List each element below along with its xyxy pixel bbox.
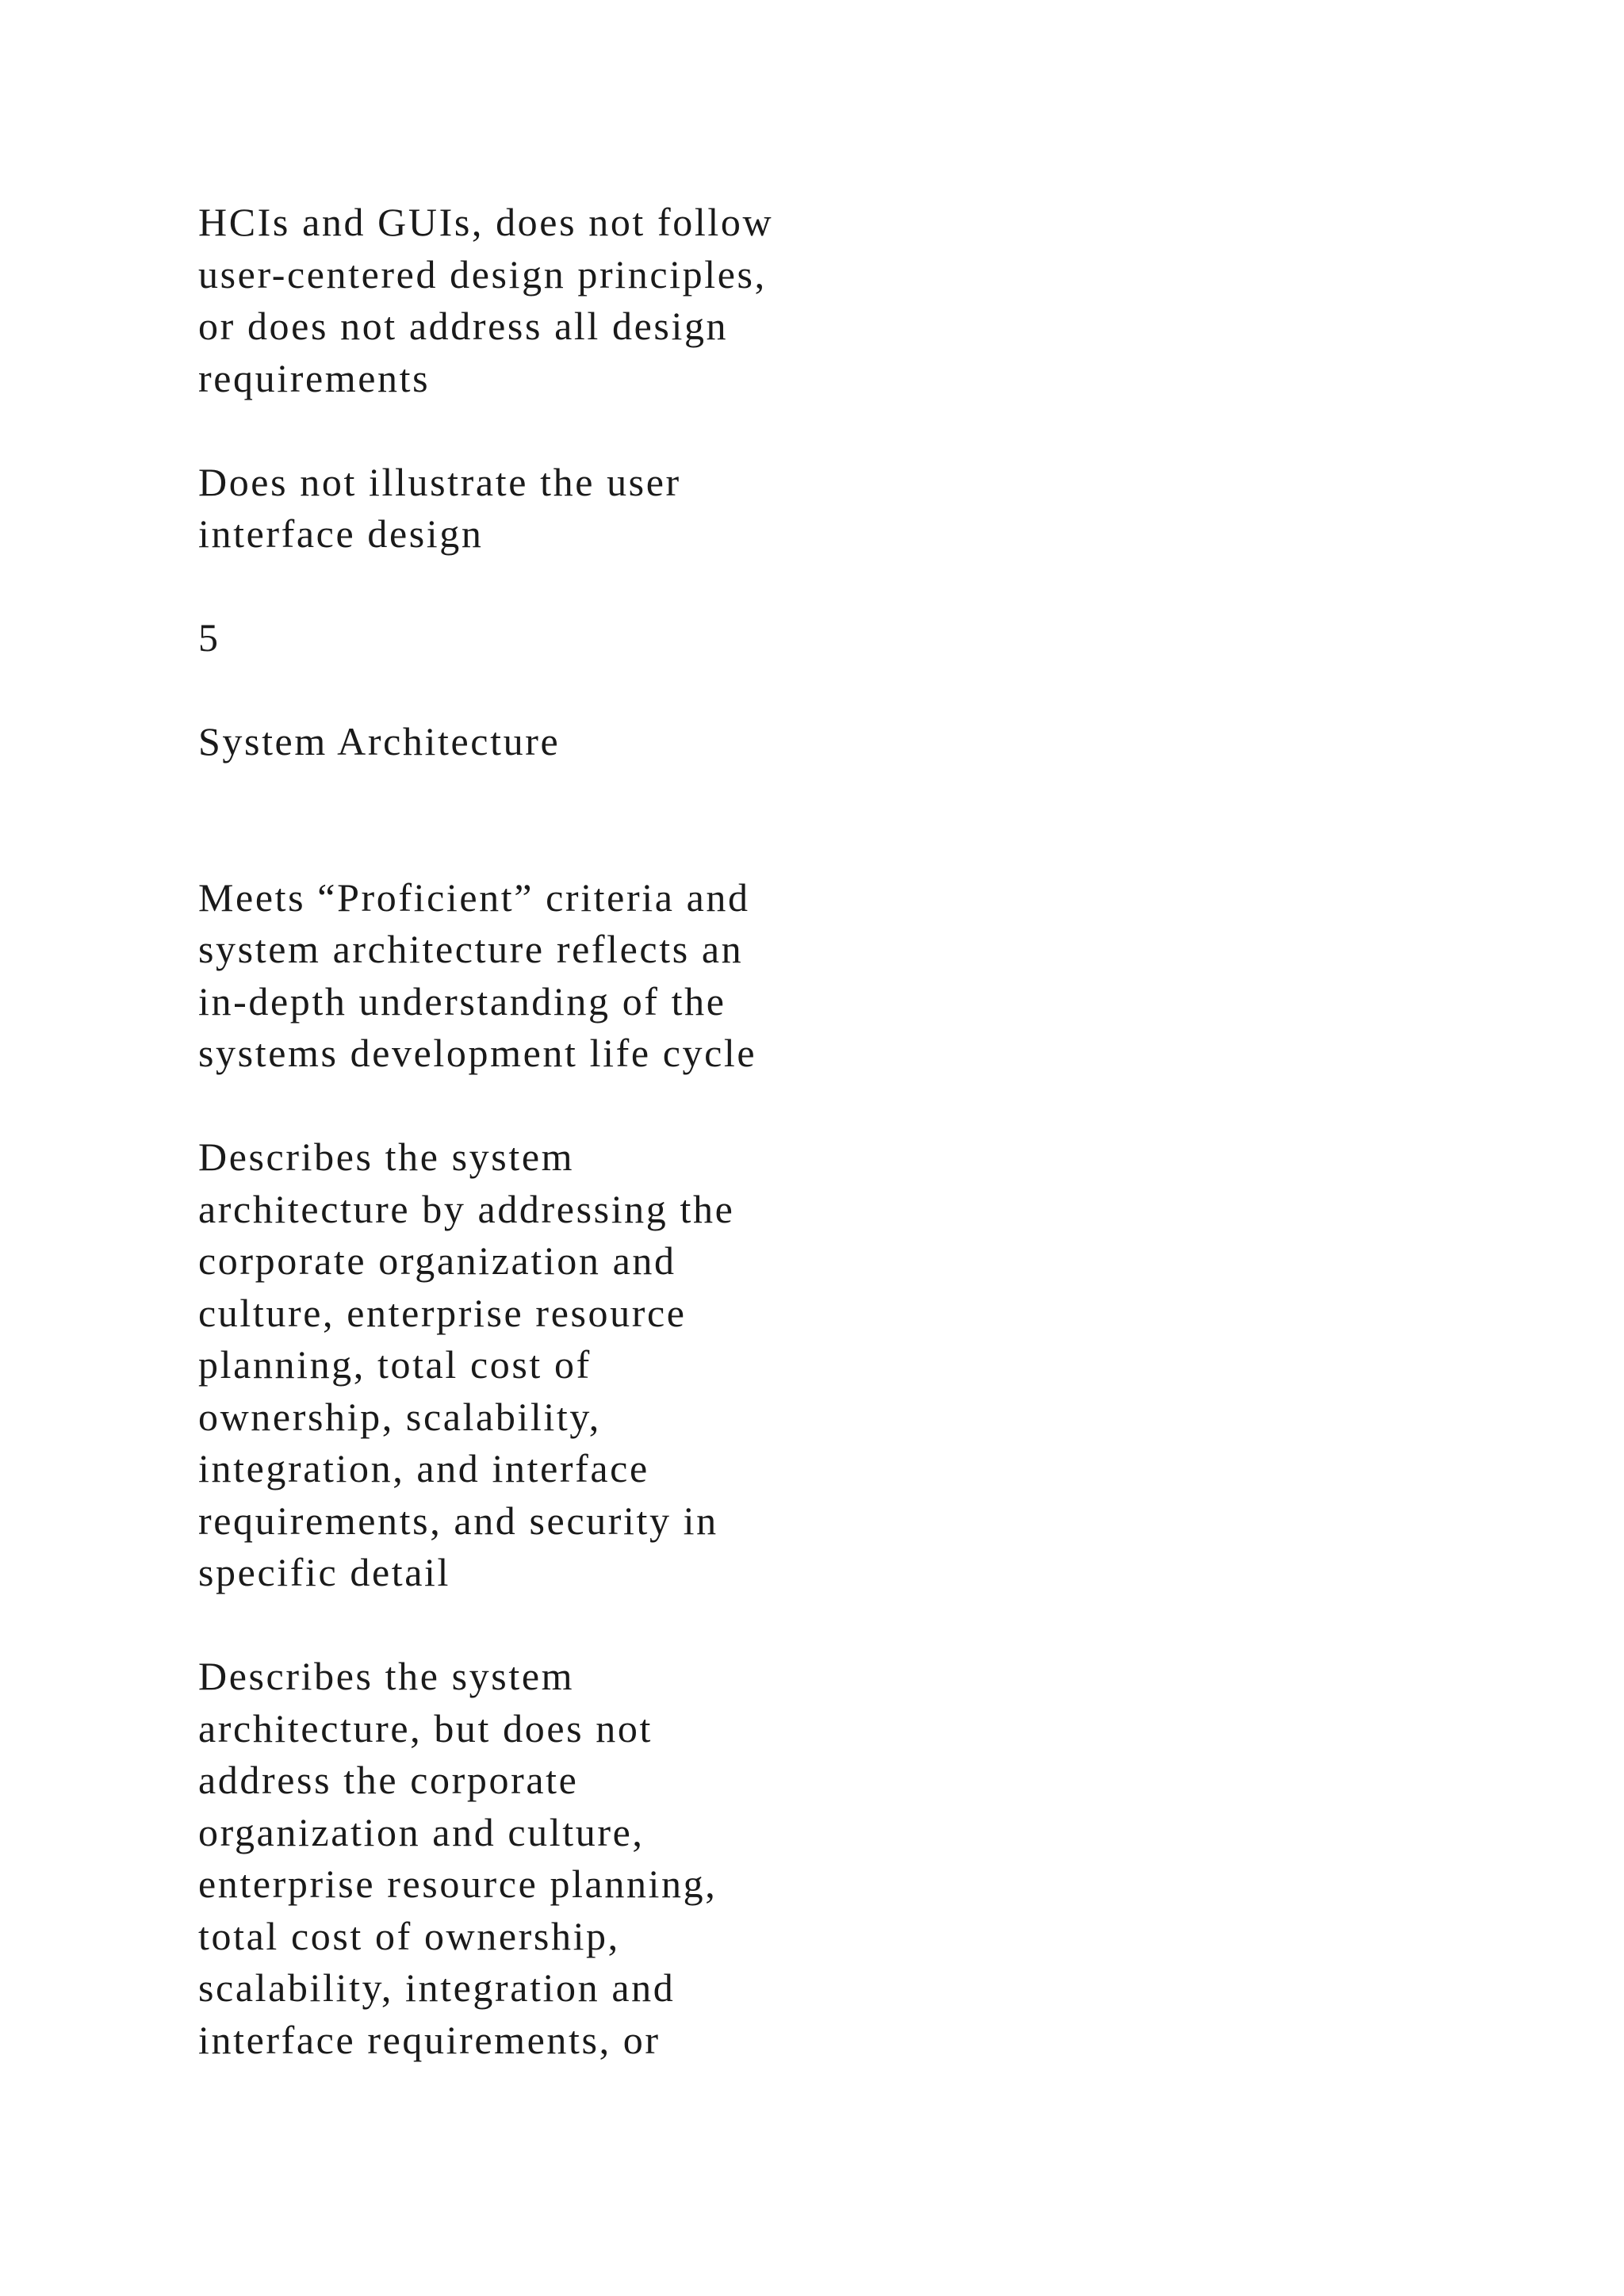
document-text bbox=[198, 197, 991, 2066]
points-value bbox=[198, 612, 991, 664]
text-line: culture, enterprise resource bbox=[198, 1290, 687, 1335]
text-line: integration, and interface bbox=[198, 1446, 649, 1490]
text-line: scalability, integration and bbox=[198, 1965, 676, 2010]
paragraph-needs-improvement bbox=[198, 1651, 991, 2066]
text-line: enterprise resource planning, bbox=[198, 1862, 718, 1906]
text-line: Describes the system bbox=[198, 1135, 575, 1179]
paragraph-spacer bbox=[198, 820, 991, 872]
text-line: organization and culture, bbox=[198, 1809, 645, 1854]
text-line: user-centered design principles, bbox=[198, 251, 767, 297]
text-line: planning, total cost of bbox=[198, 1342, 592, 1387]
text-line: interface requirements, or bbox=[198, 2017, 661, 2062]
paragraph-ui-not-illustrated bbox=[198, 457, 991, 561]
text-line: Describes the system bbox=[198, 1654, 575, 1698]
paragraph-spacer bbox=[198, 404, 991, 457]
paragraph-spacer bbox=[198, 1599, 991, 1651]
text-line: requirements bbox=[198, 355, 431, 400]
paragraph-spacer bbox=[198, 1080, 991, 1132]
text-line: HCIs and GUIs, does not follow bbox=[198, 200, 774, 244]
paragraph-spacer bbox=[198, 561, 991, 613]
paragraph-gui-deficiency bbox=[198, 197, 991, 404]
text-line: total cost of ownership, bbox=[198, 1913, 620, 1958]
text-line: Does not illustrate the user bbox=[198, 459, 681, 504]
text-line: or does not address all design bbox=[198, 304, 729, 348]
criterion-title bbox=[198, 716, 991, 768]
text-line: systems development life cycle bbox=[198, 1031, 757, 1075]
text-line: System Architecture bbox=[198, 719, 561, 763]
text-line: interface design bbox=[198, 511, 484, 556]
text-line: 5 bbox=[198, 615, 220, 660]
text-line: requirements, and security in bbox=[198, 1498, 718, 1543]
paragraph-proficient bbox=[198, 1131, 991, 1599]
text-line: in-depth understanding of the bbox=[198, 978, 726, 1024]
text-line: architecture, but does not bbox=[198, 1705, 653, 1751]
text-line: system architecture reflects an bbox=[198, 927, 744, 971]
text-line: architecture by addressing the bbox=[198, 1186, 735, 1231]
text-line: specific detail bbox=[198, 1550, 451, 1594]
paragraph-exemplary bbox=[198, 872, 991, 1080]
text-line: ownership, scalability, bbox=[198, 1394, 601, 1439]
text-line: corporate organization and bbox=[198, 1238, 676, 1283]
text-line: address the corporate bbox=[198, 1758, 579, 1802]
text-line: Meets “Proficient” criteria and bbox=[198, 874, 750, 920]
paragraph-spacer bbox=[198, 664, 991, 717]
paragraph-spacer bbox=[198, 768, 991, 821]
